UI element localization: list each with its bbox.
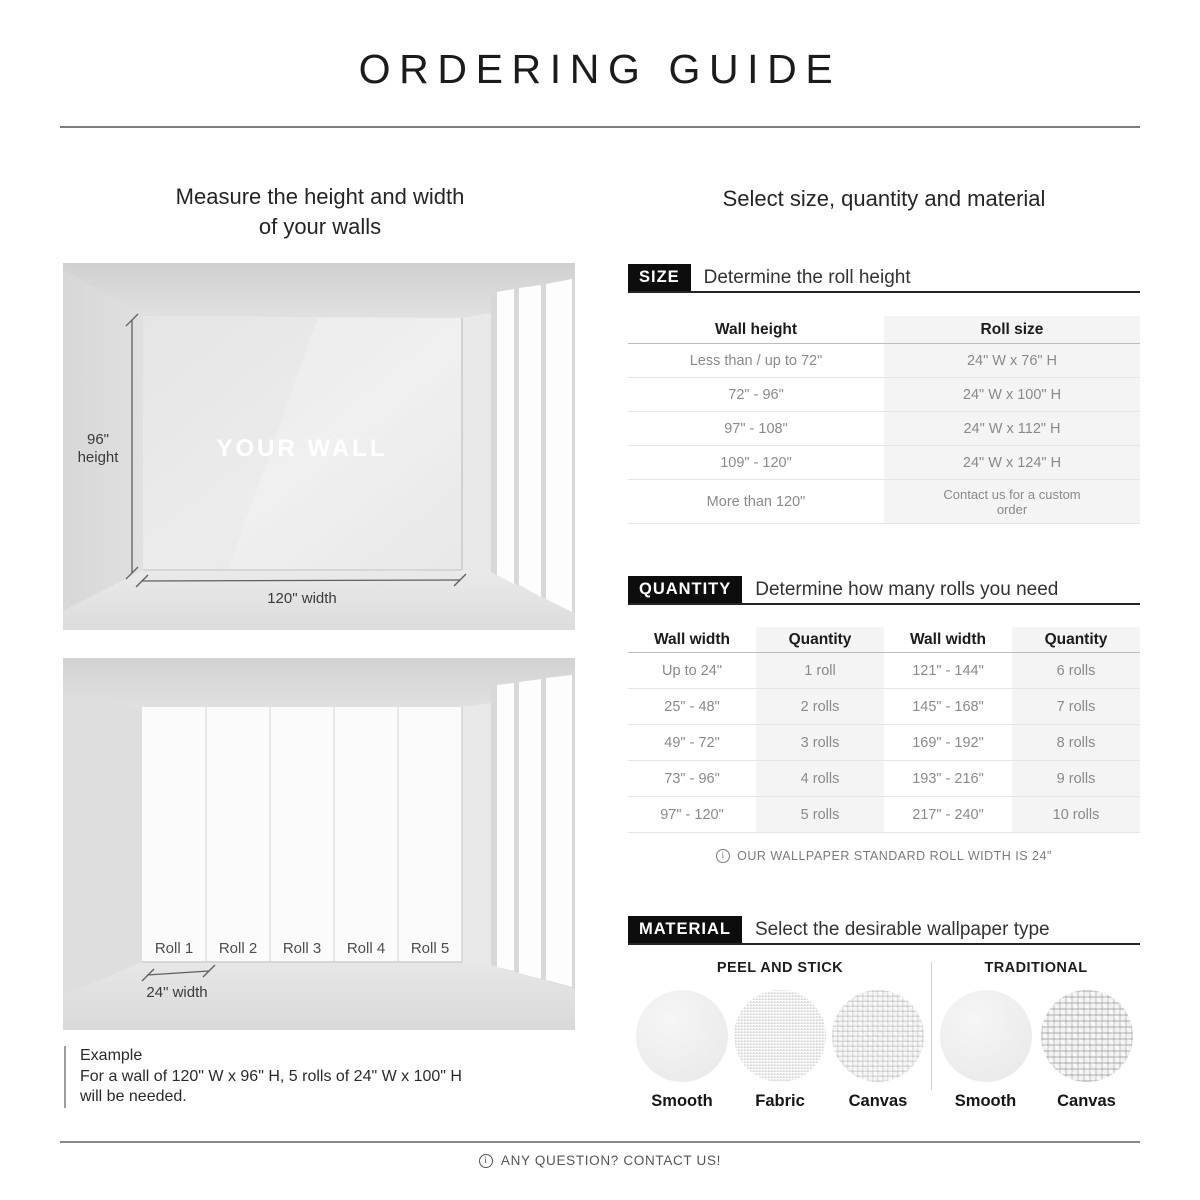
swatch-traditional-canvas — [1038, 990, 1136, 1111]
qty-cell: 25" - 48" — [628, 689, 756, 725]
window-pillar — [462, 313, 491, 572]
size-section-header — [628, 264, 1140, 293]
material-section-header — [628, 916, 1140, 945]
swatch-label: Canvas — [1057, 1092, 1116, 1110]
qty-col-header: Wall width — [884, 627, 1012, 653]
your-wall-label: YOUR WALL — [216, 435, 388, 462]
roll-width-note — [628, 849, 1140, 863]
material-section-title: Select the desirable wallpaper type — [754, 918, 1050, 940]
quantity-section-title: Determine how many rolls you need — [755, 578, 1059, 600]
qty-cell: 1 roll — [756, 653, 884, 689]
quantity-section-header — [628, 576, 1140, 605]
swatch-traditional-smooth — [937, 990, 1035, 1111]
left-heading-line2: of your walls — [258, 214, 382, 239]
footer — [0, 1153, 1200, 1168]
roll-panel-label: Roll 2 — [218, 940, 258, 957]
qty-cell: 6 rolls — [1012, 653, 1140, 689]
qty-cell: 169" - 192" — [884, 725, 1012, 761]
section-size — [628, 264, 1140, 524]
example-line1: For a wall of 120" W x 96" H, 5 rolls of 24" W x 100" H — [80, 1067, 462, 1085]
right-column-heading: Select size, quantity and material — [722, 186, 1046, 211]
qty-cell: 217" - 240" — [884, 797, 1012, 833]
roll-width-label: 24" width — [146, 984, 208, 1001]
swatch-label: Fabric — [755, 1092, 805, 1110]
swatch-row — [635, 990, 926, 1111]
left-heading-line1: Measure the height and width — [175, 184, 465, 209]
size-col-header-roll-size: Roll size — [884, 316, 1140, 344]
size-cell: 24" W x 124" H — [884, 446, 1140, 480]
wall-height-value: 96" — [86, 431, 109, 448]
window-pane — [519, 285, 541, 597]
room-illustration-measure — [63, 263, 575, 630]
size-col-header-wall-height: Wall height — [628, 316, 884, 344]
canvas-texture-swatch — [1041, 990, 1133, 1082]
qty-cell: 8 rolls — [1012, 725, 1140, 761]
qty-cell: 4 rolls — [756, 761, 884, 797]
size-table — [628, 316, 1140, 524]
qty-cell: Up to 24" — [628, 653, 756, 689]
window-pillar — [462, 703, 491, 965]
qty-cell: 73" - 96" — [628, 761, 756, 797]
smooth-texture-swatch — [636, 990, 728, 1082]
material-group-traditional — [932, 960, 1140, 1111]
info-icon: i — [479, 1154, 493, 1168]
qty-cell: 49" - 72" — [628, 725, 756, 761]
material-groups — [628, 960, 1140, 1111]
window-pane — [497, 683, 514, 971]
size-cell: 24" W x 76" H — [884, 344, 1140, 378]
quantity-table — [628, 627, 1140, 833]
size-cell: 24" W x 112" H — [884, 412, 1140, 446]
room-2-scene — [63, 658, 575, 1030]
qty-col-header: Wall width — [628, 627, 756, 653]
qty-cell: 10 rolls — [1012, 797, 1140, 833]
window-pane — [546, 675, 572, 987]
material-group-name: TRADITIONAL — [984, 960, 1088, 976]
page-title: ORDERING GUIDE — [358, 46, 842, 92]
window-pane — [546, 279, 572, 612]
info-icon: i — [716, 849, 730, 863]
qty-cell: 2 rolls — [756, 689, 884, 725]
swatch-row — [937, 990, 1136, 1111]
swatch-peel-smooth — [635, 990, 730, 1111]
roll-panel-label: Roll 3 — [282, 940, 322, 957]
left-wall — [63, 696, 142, 996]
window-pane — [519, 679, 541, 979]
wall-height-word: height — [77, 449, 119, 466]
roll-width-note-text: OUR WALLPAPER STANDARD ROLL WIDTH IS 24" — [737, 849, 1052, 863]
qty-cell: 3 rolls — [756, 725, 884, 761]
swatch-label: Smooth — [651, 1092, 713, 1110]
section-material — [628, 916, 1140, 1111]
size-cell: 97" - 108" — [628, 412, 884, 446]
swatch-label: Canvas — [848, 1092, 908, 1110]
material-group-name: PEEL AND STICK — [716, 960, 844, 976]
footer-divider — [60, 1141, 1140, 1143]
example-line2: will be needed. — [80, 1088, 187, 1105]
qty-cell: 193" - 216" — [884, 761, 1012, 797]
size-cell — [884, 480, 1140, 524]
material-groups-divider — [931, 962, 932, 1090]
qty-cell: 7 rolls — [1012, 689, 1140, 725]
size-cell: 109" - 120" — [628, 446, 884, 480]
qty-cell: 9 rolls — [1012, 761, 1140, 797]
left-column-heading — [60, 182, 580, 242]
roll-panel-label: Roll 4 — [346, 940, 386, 957]
qty-cell: 145" - 168" — [884, 689, 1012, 725]
example-title: Example — [80, 1047, 143, 1064]
qty-cell: 97" - 120" — [628, 797, 756, 833]
section-quantity — [628, 576, 1140, 863]
wallpapered-wall — [142, 707, 462, 962]
fabric-texture-swatch — [734, 990, 826, 1082]
size-cell: More than 120" — [628, 480, 884, 524]
qty-cell: 121" - 144" — [884, 653, 1012, 689]
qty-cell: 5 rolls — [756, 797, 884, 833]
size-cell: 24" W x 100" H — [884, 378, 1140, 412]
qty-col-header: Quantity — [756, 627, 884, 653]
material-badge: MATERIAL — [628, 916, 742, 943]
swatch-peel-fabric — [733, 990, 828, 1111]
room-illustration-rolls — [63, 658, 575, 1030]
contact-us-link[interactable]: ANY QUESTION? CONTACT US! — [500, 1153, 722, 1168]
size-badge: SIZE — [628, 264, 691, 291]
size-cell: Less than / up to 72" — [628, 344, 884, 378]
swatch-peel-canvas — [831, 990, 926, 1111]
smooth-texture-swatch — [940, 990, 1032, 1082]
window-pane — [497, 289, 514, 584]
wall-width-label: 120" width — [267, 590, 337, 607]
custom-order-text: Contact us for a custom order — [943, 486, 1081, 517]
example-note — [64, 1046, 534, 1108]
roll-panel-label: Roll 5 — [410, 940, 450, 957]
wall-height-label — [67, 431, 129, 467]
qty-col-header: Quantity — [1012, 627, 1140, 653]
material-group-peel-and-stick — [628, 960, 932, 1111]
size-cell: 72" - 96" — [628, 378, 884, 412]
quantity-badge: QUANTITY — [628, 576, 742, 603]
swatch-label: Smooth — [954, 1092, 1017, 1110]
canvas-texture-swatch — [832, 990, 924, 1082]
title-divider — [60, 126, 1140, 128]
roll-panel-label: Roll 1 — [154, 940, 194, 957]
size-section-title: Determine the roll height — [703, 266, 911, 288]
